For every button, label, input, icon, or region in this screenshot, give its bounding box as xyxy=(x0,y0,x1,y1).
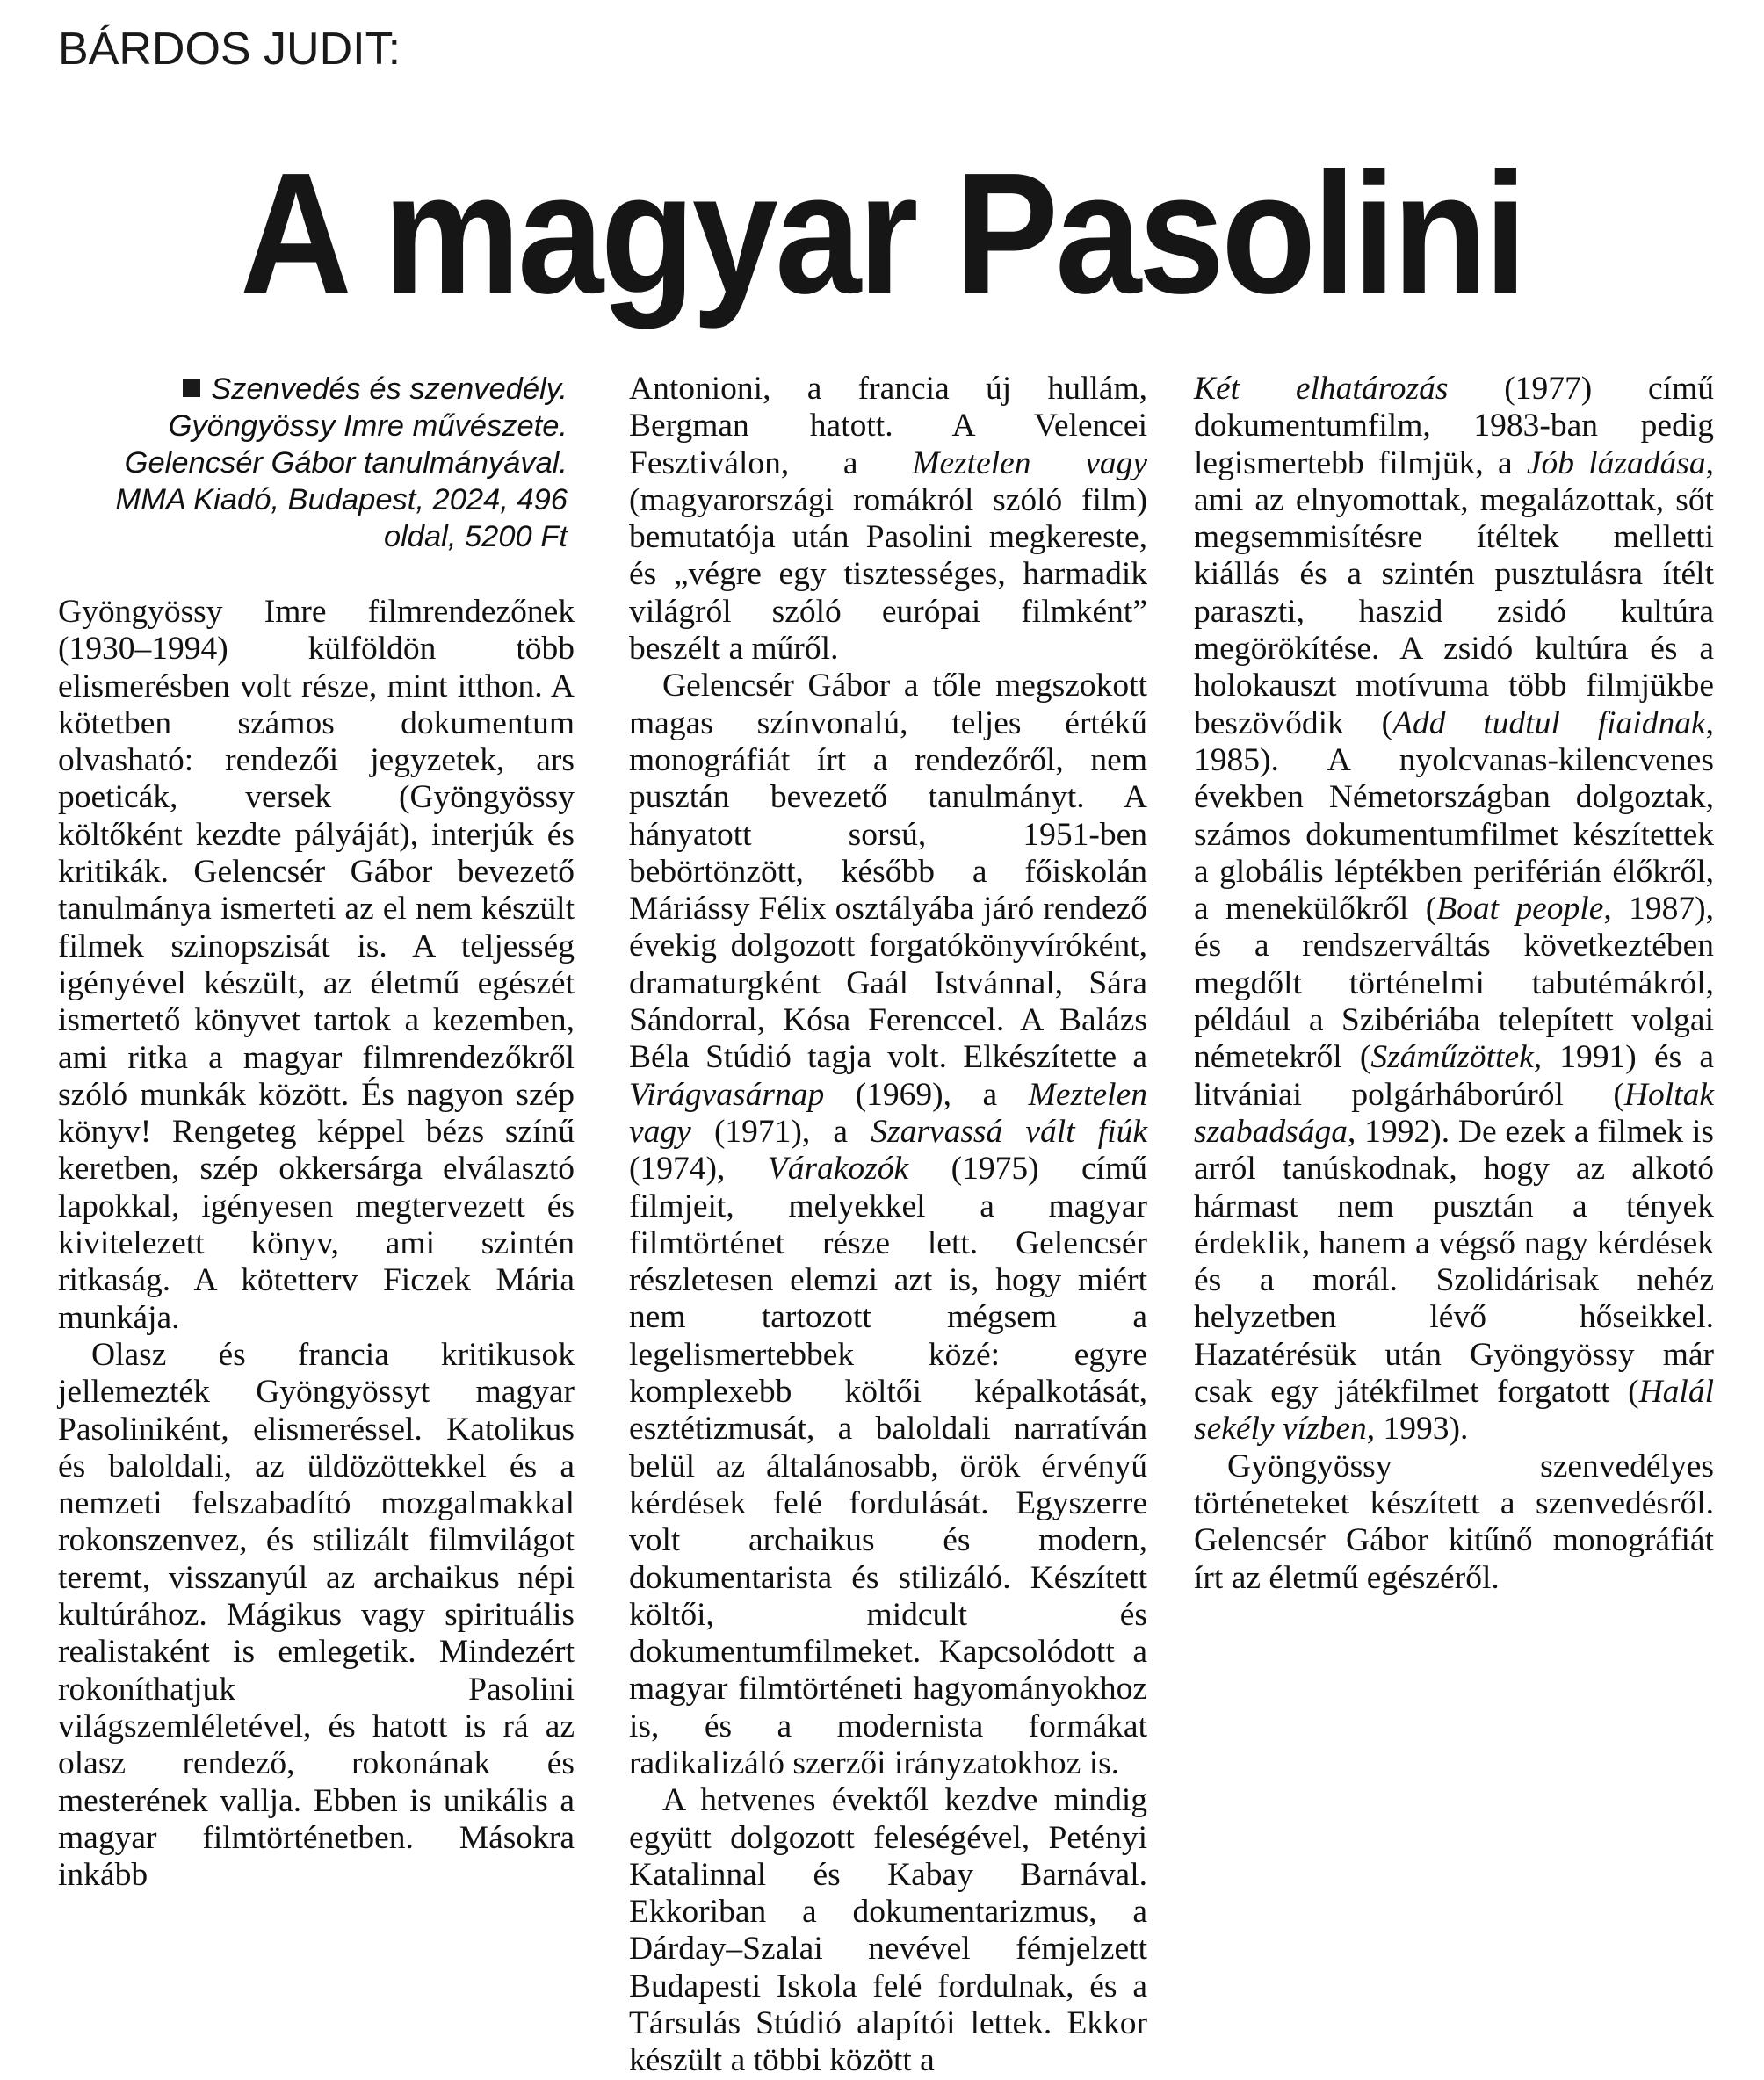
text-run: , 1992). De ezek a filmek is arról tanúskodnak, hogy az alkotó hármast nem pusztán a tények érdeklik, hanem a végső nagy kérdések és a morál. Szolidárisak nehéz helyzetben lévő hőseikkel. Hazatérésük után Gyöngyössy már csak egy játékfilmet forgatott ( xyxy=(1194,1113,1714,1411)
paragraph-2-cont xyxy=(629,371,1147,668)
text-run: (1975) című filmjeit, melyekkel a magyar filmtörténet része lett. Gelencsér részletesen elemzi azt is, hogy miért nem tartozott mégsem a legelismertebbek közé: egyre komplexebb költői képalkotását, esztétizmusát, a baloldali narratíván belül az általánosabb, örök érvényű kérdések felé fordulását. Egyszerre volt archaikus és modern, dokumentarista és stilizáló. Készített költői, midcult és dokumentumfilmeket. Kapcsolódott a magyar filmtörténeti hagyományokhoz is, és a modernista formákat radikalizáló szerzői irányzatokhoz is. xyxy=(629,1151,1147,1781)
text-run: , 1985). A nyolcvanas-kilencvenes években Németországban dolgoztak, számos dokumentumfilmet készítettek a globális léptékben periférián élőkről, a menekülőkről ( xyxy=(1194,704,1714,928)
text-run: Antonioni, a francia új hullám, Bergman hatott. A Velencei Fesztiválon, a xyxy=(629,371,1147,481)
column-1 xyxy=(58,371,575,1894)
film-title: Két elhatározás xyxy=(1194,371,1449,407)
paragraph-4-start xyxy=(629,1782,1147,2079)
byline: BÁRDOS JUDIT: xyxy=(58,24,401,75)
text-run: Gelencsér Gábor a tőle megszokott magas színvonalú, teljes értékű monográfiát írt a rendezőről, nem pusztán bevezető tanulmányt. A hányatott sorsú, 1951-ben bebörtönzött, később a főiskolán Máriássy Félix osztályába járó rendező évekig dolgozott forgatókönyvíróként, dramaturgként Gaál Istvánnal, Sára Sándorral, Kósa Ferenccel. A Balázs Béla Stúdió tagja volt. Elkészítette a xyxy=(629,668,1147,1076)
paragraph-3 xyxy=(629,668,1147,1782)
text-run: (magyarországi romákról szóló film) bemutatója után Pasolini megkereste, és „végre egy tisztességes, harmadik világról szóló európai filmként” beszélt a műről. xyxy=(629,481,1147,668)
column-3 xyxy=(1194,371,1714,1597)
book-info-text: Szenvedés és szenvedély. Gyöngyössy Imre művészete. Gelencsér Gábor tanulmányával. MMA Kiadó, Budapest, 2024, 496 oldal, 5200 Ft xyxy=(115,372,568,553)
text-run: A hetvenes évektől kezdve mindig együtt dolgozott feleségével, Petényi Katalinnal és Kabay Barnával. Ekkoriban a dokumentarizmus, a Dárday–Szalai nevével fémjelzett Budapesti Iskola felé fordulnak, és a Társulás Stúdió alapítói lettek. Ekkor készült a többi között a xyxy=(629,1782,1147,2079)
film-title: Virágvasárnap xyxy=(629,1076,825,1113)
film-title: Meztelen vagy xyxy=(629,1076,1147,1150)
paragraph-5: Gyöngyössy szenvedélyes történeteket készített a szenvedésről. Gelencsér Gábor kitűnő monográfiát írt az életmű egészéről. xyxy=(1194,1448,1714,1596)
film-title: Boat people xyxy=(1436,891,1604,928)
film-title: Várakozók xyxy=(767,1151,909,1188)
paragraph-2-start: Olasz és francia kritikusok jellemezték Gyöngyössyt magyar Pasoliniként, elismeréssel. Katolikus és baloldali, az üldözöttekkel és a nemzeti felszabadító mozgalmakkal rokonszenvez, és stilizált filmvilágot teremt, visszanyúl az archaikus népi kultúrához. Mágikus vagy spirituális realistaként is emlegetik. Mindezért rokoníthatjuk Pasolini világszemléletével, és hatott is rá az olasz rendező, rokonának és mesterének vallja. Ebben is unikális a magyar filmtörténetben. Másokra inkább xyxy=(58,1336,575,1894)
text-run: , 1993). xyxy=(1366,1411,1469,1448)
film-title: Száműzöttek xyxy=(1370,1039,1534,1076)
text-run: , 1991) és a litvániai polgárháborúról ( xyxy=(1194,1039,1714,1113)
text-run: , 1987), és a rendszerváltás következtében megdőlt történelmi tabutémákról, például a Szibériába telepített volgai németekről ( xyxy=(1194,891,1714,1076)
text-run: (1971), a xyxy=(690,1113,871,1150)
headline: A magyar Pasolini xyxy=(240,137,1524,329)
square-bullet-icon xyxy=(183,379,200,397)
text-run: , ami az elnyomottak, megalázottak, sőt megsemmisítésre ítéltek melletti kiállás és a szintén pusztulásra ítélt paraszti, haszid zsidó kultúra megörökítése. A zsidó kultúra és a holokauszt motívuma több filmjükbe beszövődik ( xyxy=(1194,444,1714,741)
film-title: Meztelen vagy xyxy=(912,444,1147,481)
paragraph-1: Gyöngyössy Imre filmrendezőnek (1930–1994) külföldön több elismerésben volt része, mint itthon. A kötetben számos dokumentum olvasható: rendezői jegyzetek, ars poeticák, versek (Gyöngyössy költőként kezdte pályáját), interjúk és kritikák. Gelencsér Gábor bevezető tanulmánya ismerteti az el nem készült filmek szinopszisát is. A teljesség igényével készült, az életmű egészét ismertető könyvet tartok a kezemben, ami ritka a magyar filmrendezőkről szóló munkák között. És nagyon szép könyv! Rengeteg képpel bézs színű keretben, szép okkersárga elválasztó lapokkal, igényesen megtervezett és kivitelezett könyv, ami szintén ritkaság. A kötetterv Ficzek Mária munkája. xyxy=(58,594,575,1336)
film-title: Szarvassá vált fiúk xyxy=(871,1113,1148,1150)
film-title: Jób lázadása xyxy=(1526,444,1706,481)
text-run: (1969), a xyxy=(824,1076,1029,1113)
film-title: Holtak szabadsága xyxy=(1194,1076,1714,1150)
text-run: (1974), xyxy=(629,1151,768,1188)
book-info xyxy=(107,371,568,555)
paragraph-4-cont xyxy=(1194,371,1714,1448)
column-2 xyxy=(629,371,1147,2080)
text-run: (1977) című dokumentumfilm, 1983-ban pedig legismertebb filmjük, a xyxy=(1194,371,1714,481)
film-title: Add tudtul fiaidnak xyxy=(1392,704,1706,741)
film-title: Halál sekély vízben xyxy=(1194,1374,1714,1448)
